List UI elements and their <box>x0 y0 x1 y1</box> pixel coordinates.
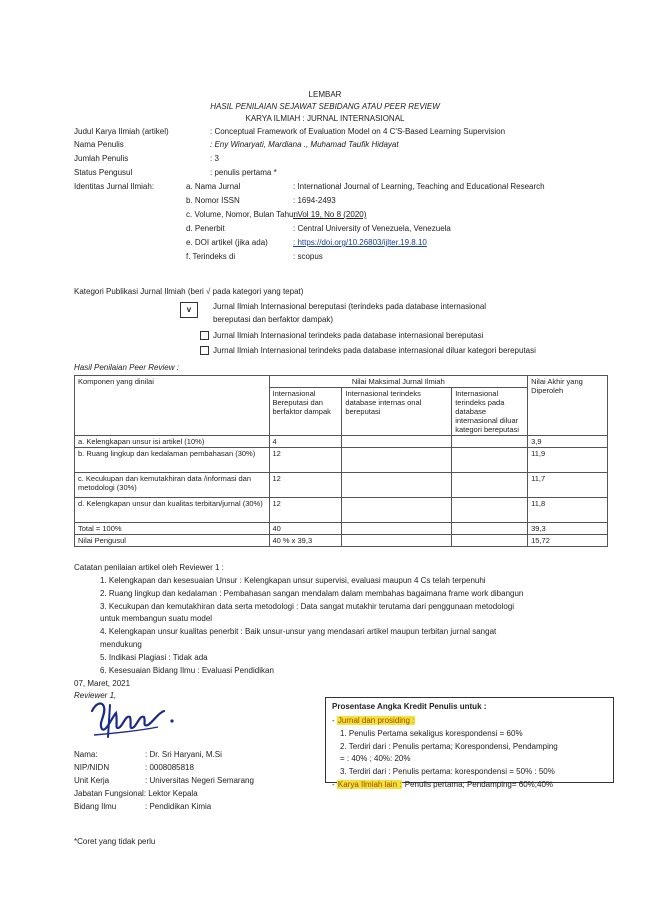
catatan-item: 5. Indikasi Plagiasi : Tidak ada <box>100 653 208 662</box>
kategori-option-3 <box>200 346 536 356</box>
volume-label: c. Volume, Nomor, Bulan Tahun <box>186 210 298 219</box>
table-header-row <box>75 376 608 388</box>
kredit-line-2b: = : 40% ; 40%: 20% <box>340 754 411 763</box>
kredit-jurnal-highlight: Jurnal dan prosiding : <box>337 716 415 725</box>
row-max: 12 <box>269 498 342 523</box>
bidang-value: : Pendidikan Kimia <box>145 802 212 811</box>
catatan-item: mendukung <box>100 640 142 649</box>
col-final-header: Nilai Akhir yang Diperoleh <box>528 376 608 436</box>
nip-label: NIP/NIDN <box>74 763 110 772</box>
kategori-option-1-line-2: bereputasi dan berfaktor dampak) <box>213 315 334 324</box>
row-max: 12 <box>269 448 342 473</box>
judul-value: : Conceptual Framework of Evaluation Model on 4 C'S-Based Learning Supervision <box>210 127 506 136</box>
reviewer-label: Reviewer 1, <box>74 691 117 700</box>
kategori-option-2 <box>200 331 483 341</box>
penulis-value: : Eny Winaryati, Mardiana ., Muhamad Taufik Hidayat <box>210 140 399 149</box>
penerbit-label: d. Penerbit <box>186 224 225 233</box>
table-row <box>75 473 608 498</box>
table-row <box>75 436 608 448</box>
unit-value: : Universitas Negeri Semarang <box>145 776 254 785</box>
table-row <box>75 448 608 473</box>
nip-value: : 0008085818 <box>145 763 194 772</box>
header-line-3: KARYA ILMIAH : JURNAL INTERNASIONAL <box>245 114 405 123</box>
row-final: 11,7 <box>528 473 608 498</box>
penulis-label: Nama Penulis <box>74 140 124 149</box>
jumlah-label: Jumlah Penulis <box>74 154 129 163</box>
row-final: 3,9 <box>528 436 608 448</box>
kategori-label: Kategori Publikasi Jurnal Ilmiah (beri √ pada kategori yang tepat) <box>74 287 304 296</box>
row-name: c. Kecukupan dan kemutakhiran data /informasi dan metodologi (30%) <box>75 473 270 498</box>
kredit-line-3: 3. Terdiri dari : Penulis pertama: korespondensi = 50% : 50% <box>340 767 555 776</box>
catatan-item: 3. Kecukupan dan kemutakhiran data serta metodologi : Data sangat mutakhir terutama dari penggunaan metodologi <box>100 602 515 611</box>
kredit-line-1: 1. Penulis Pertama sekaligus korespondensi = 60% <box>340 729 523 738</box>
footnote: *Coret yang tidak perlu <box>74 837 156 846</box>
nilai-final: 15,72 <box>528 535 608 547</box>
kategori-option-2-label: Jurnal Ilmiah Internasional terindeks pada database internasional bereputasi <box>213 331 484 340</box>
nama-label: Nama: <box>74 750 98 759</box>
catatan-item: 2. Ruang lingkup dan kedalaman : Pembahasan sangan mendalam dalam membahas bagaimana frame work dibangun <box>100 589 524 598</box>
status-label: Status Pengusul <box>74 168 133 177</box>
col-sub-2: Internasional terindeks database internas onal bereputasi <box>342 388 452 436</box>
total-label: Total = 100% <box>75 523 270 535</box>
kredit-title: Prosentase Angka Kredit Penulis untuk : <box>332 702 487 711</box>
col-sub-3: Internasional terindeks pada database internasional diluar kategori bereputasi <box>452 388 528 436</box>
doi-link[interactable]: : https://doi.org/10.26803/ijlter.19.8.10 <box>293 238 427 247</box>
row-max: 4 <box>269 436 342 448</box>
signature-icon <box>88 697 188 739</box>
catatan-item: 1. Kelengkapan dan kesesuaian Unsur : Kelengkapan unsur supervisi, evaluasi maupun 4 Cs telah terpenuhi <box>100 576 486 585</box>
doi-label: e. DOI artikel (jika ada) <box>186 238 268 247</box>
nama-value: : Dr. Sri Haryani, M.Si <box>145 750 222 759</box>
row-name: a. Kelengkapan unsur isi artikel (10%) <box>75 436 270 448</box>
kategori-option-3-label: Jurnal Ilmiah Internasional terindeks pada database internasional diluar kategori bereputasi <box>213 346 536 355</box>
review-date: 07, Maret, 2021 <box>74 679 131 688</box>
volume-value: : Vol 19, No 8 (2020) <box>293 210 367 219</box>
catatan-title: Catatan penilaian artikel oleh Reviewer 1 : <box>74 563 224 572</box>
nilai-label: Nilai Pengusul <box>75 535 270 547</box>
table-row <box>75 498 608 523</box>
row-final: 11,8 <box>528 498 608 523</box>
nilai-max: 40 % x 39,3 <box>269 535 342 547</box>
identitas-label: Identitas Jurnal Ilmiah: <box>74 182 155 191</box>
catatan-item: 6. Kesesuaian Bidang Ilmu : Evaluasi Pendidikan <box>100 666 274 675</box>
jurnal-item-value: : International Journal of Learning, Teaching and Educational Research <box>293 182 545 191</box>
unit-label: Unit Kerja <box>74 776 110 785</box>
table-total-row <box>75 523 608 535</box>
bidang-label: Bidang Ilmu <box>74 802 117 811</box>
kategori-checkbox-checked[interactable]: v <box>180 302 198 318</box>
row-max: 12 <box>269 473 342 498</box>
issn-label: b. Nomor ISSN <box>186 196 240 205</box>
kategori-checkbox-3[interactable] <box>200 346 209 355</box>
row-name: d. Kelengkapan unsur dan kualitas terbitan/jurnal (30%) <box>75 498 270 523</box>
row-final: 11,9 <box>528 448 608 473</box>
kredit-line-4: Penulis pertama; Pendamping= 60%;40% <box>402 780 554 789</box>
terindeks-label: f. Terindeks di <box>186 252 236 261</box>
table-nilai-row <box>75 535 608 547</box>
jumlah-value: : 3 <box>210 154 219 163</box>
kategori-option-1-line-1: Jurnal Ilmiah Internasional bereputasi (terindeks pada database internasional <box>213 302 487 311</box>
row-name: b. Ruang lingkup dan kedalaman pembahasan (30%) <box>75 448 270 473</box>
review-table <box>74 375 608 547</box>
issn-value: : 1694-2493 <box>293 196 336 205</box>
jurnal-item-label: a. Nama Jurnal <box>186 182 241 191</box>
kredit-karya-line: - Karya Ilmiah lain : Penulis pertama; Pendamping= 60%;40% <box>332 780 554 789</box>
col-sub-1: Internasional Bereputasi dan berfaktor dampak <box>269 388 342 436</box>
kategori-checkbox-2[interactable] <box>200 331 209 340</box>
terindeks-value: : scopus <box>293 252 323 261</box>
kredit-jurnal-line: - Jurnal dan prosiding : <box>332 716 415 725</box>
table-title <box>74 363 179 373</box>
col-component-header: Komponen yang dinilai <box>75 376 270 436</box>
jabatan-line: Jabatan Fungsional: Lektor Kepala <box>74 789 198 798</box>
catatan-item: untuk membangun suatu model <box>100 614 213 623</box>
penerbit-value: : Central University of Venezuela, Venezuela <box>293 224 451 233</box>
total-final: 39,3 <box>528 523 608 535</box>
judul-label: Judul Karya Ilmiah (artikel) <box>74 127 169 136</box>
header-line-1: LEMBAR <box>308 90 342 99</box>
kredit-line-2: 2. Terdiri dari : Penulis pertama; Korespondensi, Pendamping <box>340 742 558 751</box>
col-max-header: Nilai Maksimal Jurnal Ilmiah <box>269 376 528 388</box>
kredit-karya-highlight: Karya Ilmiah lain : <box>337 780 402 789</box>
status-value: : penulis pertama * <box>210 168 277 177</box>
table-title-text: Hasil Penilaian Peer Review : <box>74 363 179 372</box>
catatan-item: 4. Kelengkapan unsur kualitas penerbit : Baik unsur-unsur yang mendasari artikel maupun terbitan jurnal sangat <box>100 627 497 636</box>
total-max: 40 <box>269 523 342 535</box>
header-line-2: HASIL PENILAIAN SEJAWAT SEBIDANG ATAU PEER REVIEW <box>210 102 440 111</box>
